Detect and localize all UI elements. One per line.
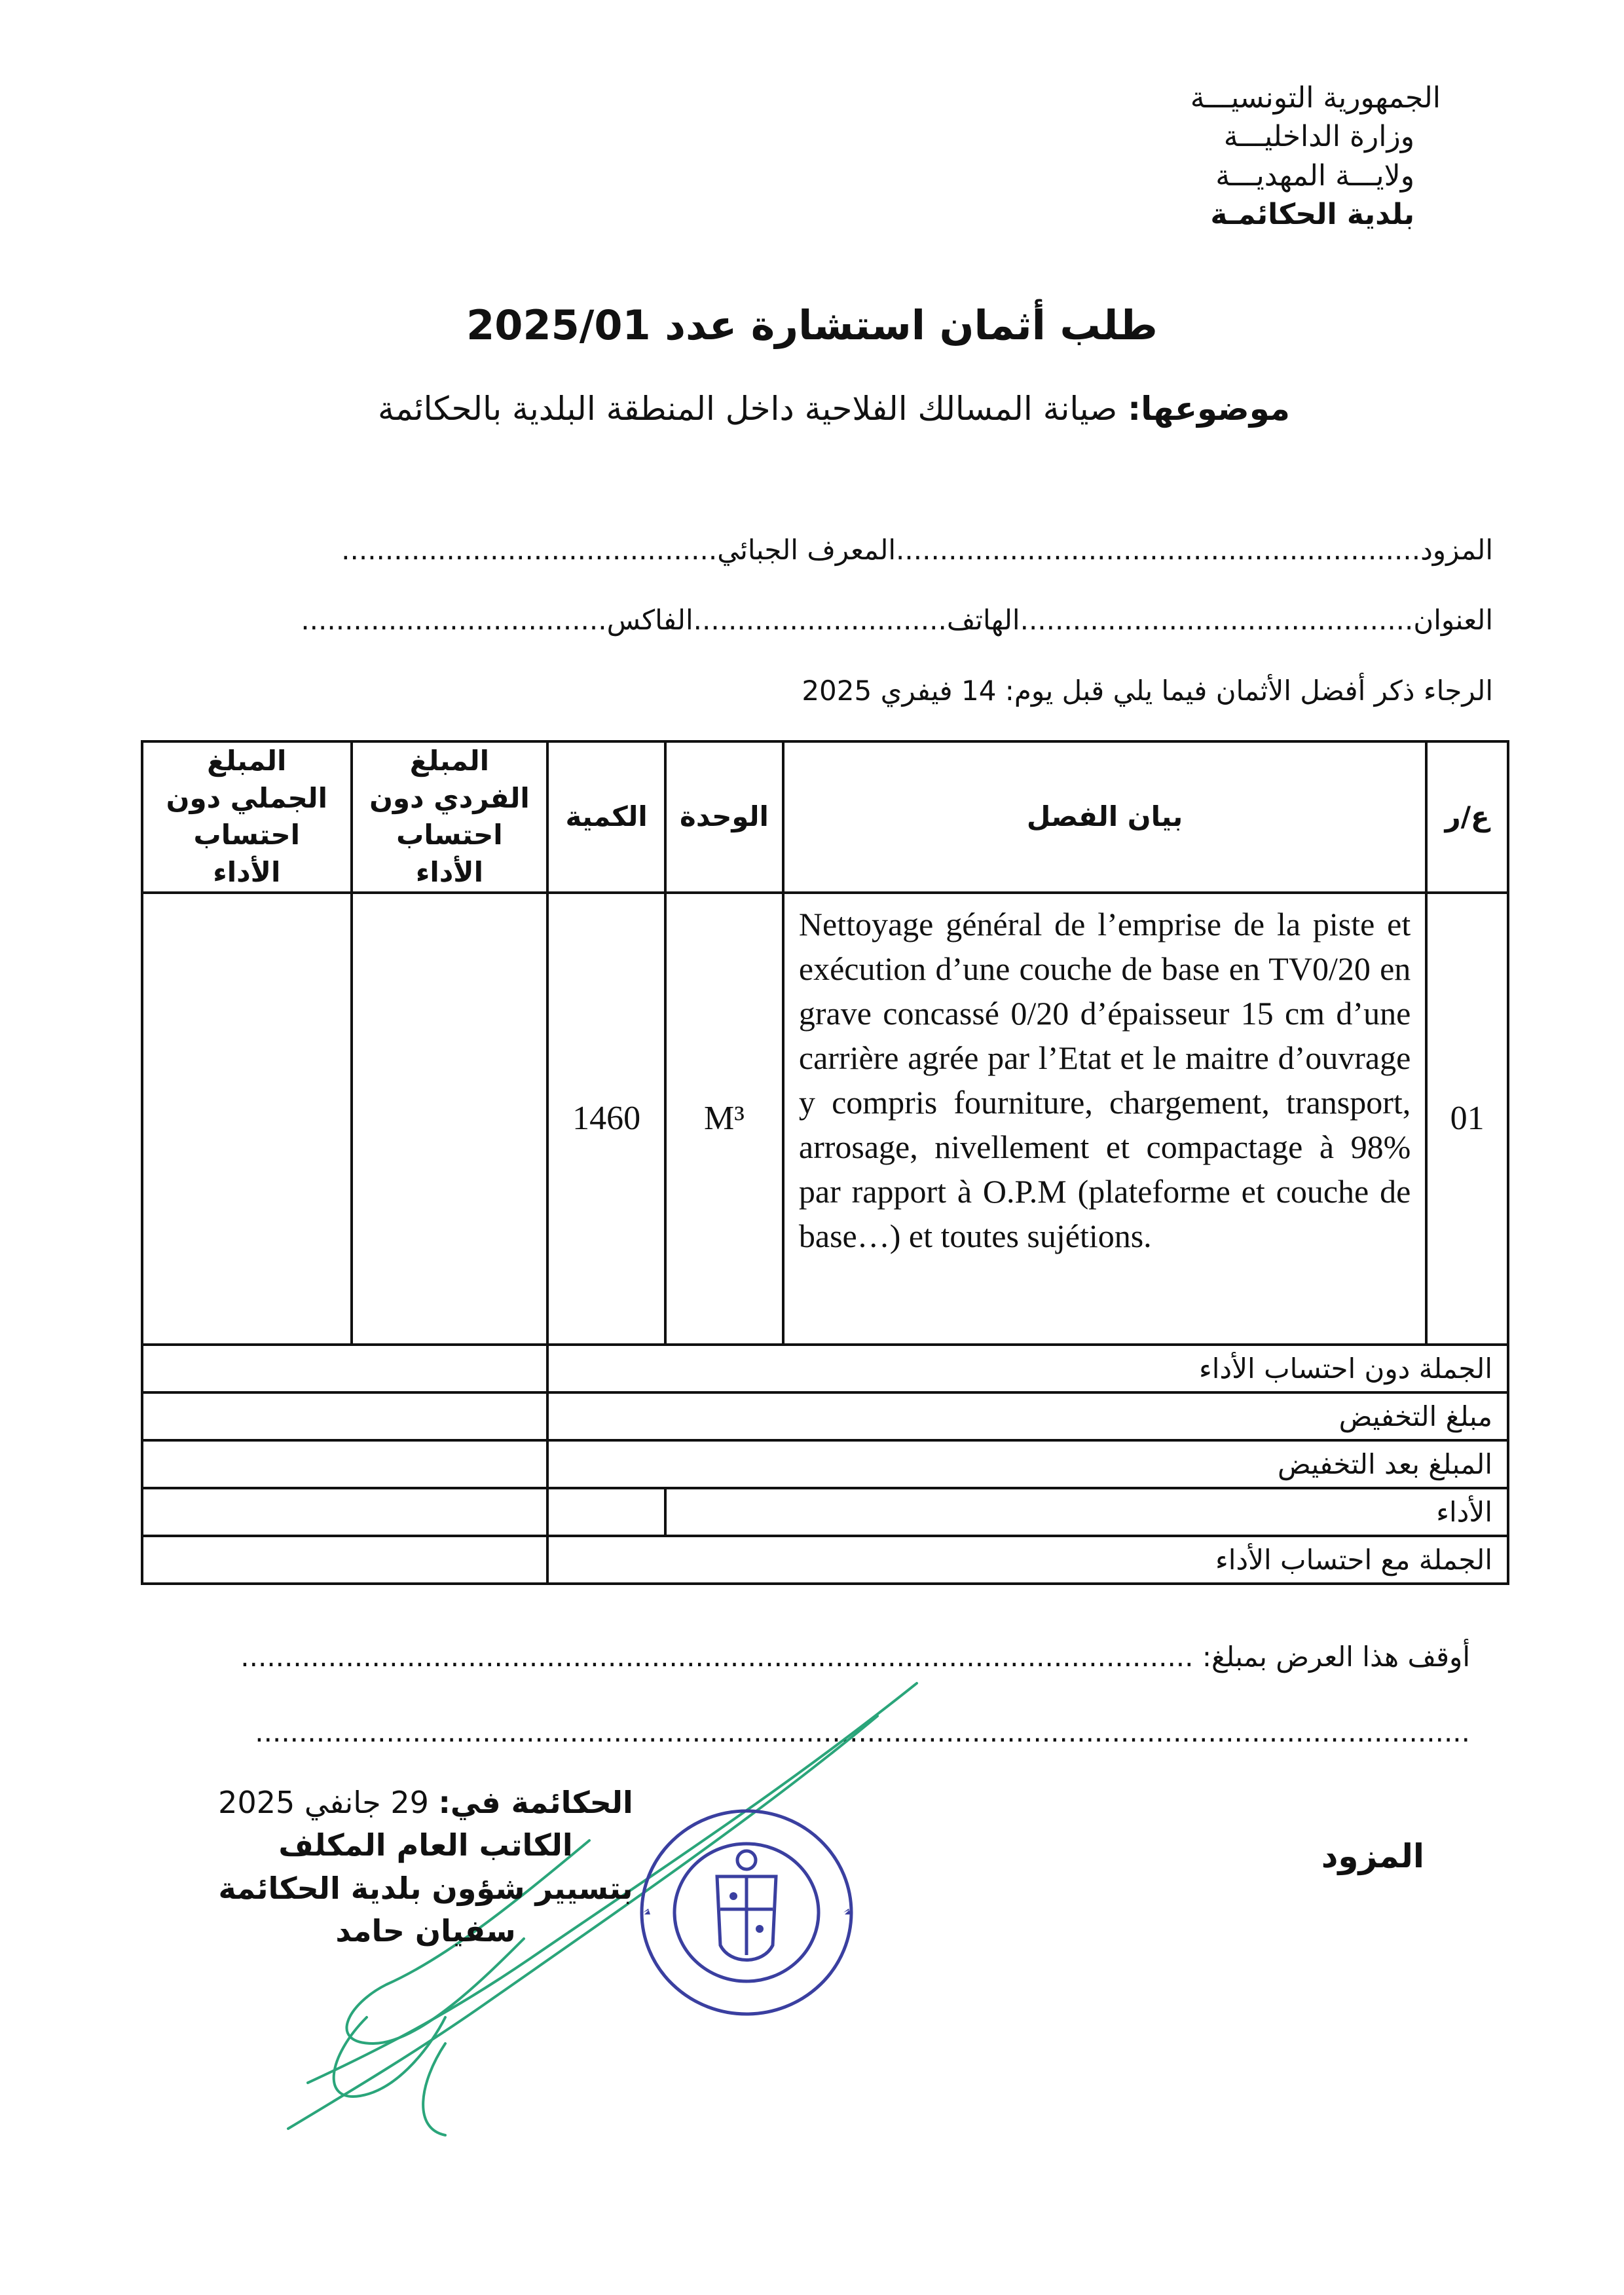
supplier-taxid-field[interactable]: المزود............................................................المعرف الجبائي........................................... xyxy=(341,534,1493,566)
header-unit: الوحدة xyxy=(665,741,783,893)
summary-row-after-discount xyxy=(142,1440,1508,1488)
summary-discount-value[interactable] xyxy=(142,1392,547,1440)
summary-total-ht-value[interactable] xyxy=(142,1345,547,1392)
letterhead-ministry: وزارة الداخليـــة xyxy=(1223,120,1414,154)
price-table xyxy=(141,740,1509,1585)
signature-place-date-value: 29 جانفي 2025 xyxy=(218,1785,439,1820)
summary-tax-label: الأداء xyxy=(665,1488,1508,1536)
deadline-note: الرجاء ذكر أفضل الأثمان فيما يلي قبل يوم: 14 فيفري 2025 xyxy=(802,675,1493,707)
summary-tax-rate[interactable] xyxy=(547,1488,665,1536)
subject-label: موضوعها: xyxy=(1128,390,1290,428)
signature-block xyxy=(196,1782,655,1952)
summary-after-discount-label: المبلغ بعد التخفيض xyxy=(547,1440,1508,1488)
summary-row-tax xyxy=(142,1488,1508,1536)
subject-line xyxy=(378,390,1290,428)
table-row xyxy=(142,893,1508,1345)
signature-name: سفيان حامد xyxy=(335,1912,516,1949)
summary-total-ttc-label: الجملة مع احتساب الأداء xyxy=(547,1536,1508,1584)
header-unit-price: المبلغ الفردي دون احتساب الأداء xyxy=(352,741,548,893)
signature-place-date-label: الحكائمة في: xyxy=(438,1785,633,1820)
address-phone-fax-field[interactable]: العنوان.............................................الهاتف.............................الفاكس................................... xyxy=(301,604,1493,636)
row-unit: M³ xyxy=(665,893,783,1345)
letterhead-republic: الجمهورية التونسيـــة xyxy=(1190,81,1441,115)
letterhead-governorate: ولايـــة المهديـــة xyxy=(1215,159,1414,193)
summary-total-ht-label: الجملة دون احتساب الأداء xyxy=(547,1345,1508,1392)
header-total-price: المبلغ الجملي دون احتساب الأداء xyxy=(142,741,352,893)
offer-amount-continuation[interactable]: ........................................................................................................................................... xyxy=(255,1716,1470,1748)
summary-row-total-ttc xyxy=(142,1536,1508,1584)
signature-mandate: بتسيير شؤون بلدية الحكائمة xyxy=(218,1870,633,1906)
header-desc: بيان الفصل xyxy=(783,741,1426,893)
document-title: طلب أثمان استشارة عدد 2025/01 xyxy=(466,301,1158,349)
official-stamp-icon xyxy=(635,1804,858,2021)
subject-text: صيانة المسالك الفلاحية داخل المنطقة البلدية بالحكائمة xyxy=(378,390,1128,428)
supplier-signature-label: المزود xyxy=(1321,1837,1424,1875)
signature-place-date xyxy=(196,1782,655,1824)
row-qty: 1460 xyxy=(547,893,665,1345)
summary-discount-label: مبلغ التخفيض xyxy=(547,1392,1508,1440)
header-qty: الكمية xyxy=(547,741,665,893)
row-unit-price-cell[interactable] xyxy=(352,893,548,1345)
table-header-row xyxy=(142,741,1508,893)
header-num: ع/ر xyxy=(1426,741,1508,893)
summary-row-discount xyxy=(142,1392,1508,1440)
summary-tax-value[interactable] xyxy=(142,1488,547,1536)
summary-row-total-ht xyxy=(142,1345,1508,1392)
signature-title: الكاتب العام المكلف xyxy=(278,1827,573,1863)
offer-amount-field[interactable]: أوقف هذا العرض بمبلغ: ............................................................................................................. xyxy=(240,1641,1470,1673)
summary-total-ttc-value[interactable] xyxy=(142,1536,547,1584)
row-description: Nettoyage général de l’emprise de la piste et exécution d’une couche de base en TV0/20 en grave concassé 0/20 d’épaisseur 15 cm d’une carrière agrée par l’Etat et le maitre d’ouvrage y compris fourniture, chargement, transport, arrosage, nivellement et compactage à 98% par rapport à O.P.M (plateforme et couche de base…) et toutes sujétions. xyxy=(783,893,1426,1345)
letterhead xyxy=(1190,79,1441,234)
row-num: 01 xyxy=(1426,893,1508,1345)
summary-after-discount-value[interactable] xyxy=(142,1440,547,1488)
row-total-price-cell[interactable] xyxy=(142,893,352,1345)
letterhead-municipality: بلدية الحكائمـة xyxy=(1210,198,1414,232)
